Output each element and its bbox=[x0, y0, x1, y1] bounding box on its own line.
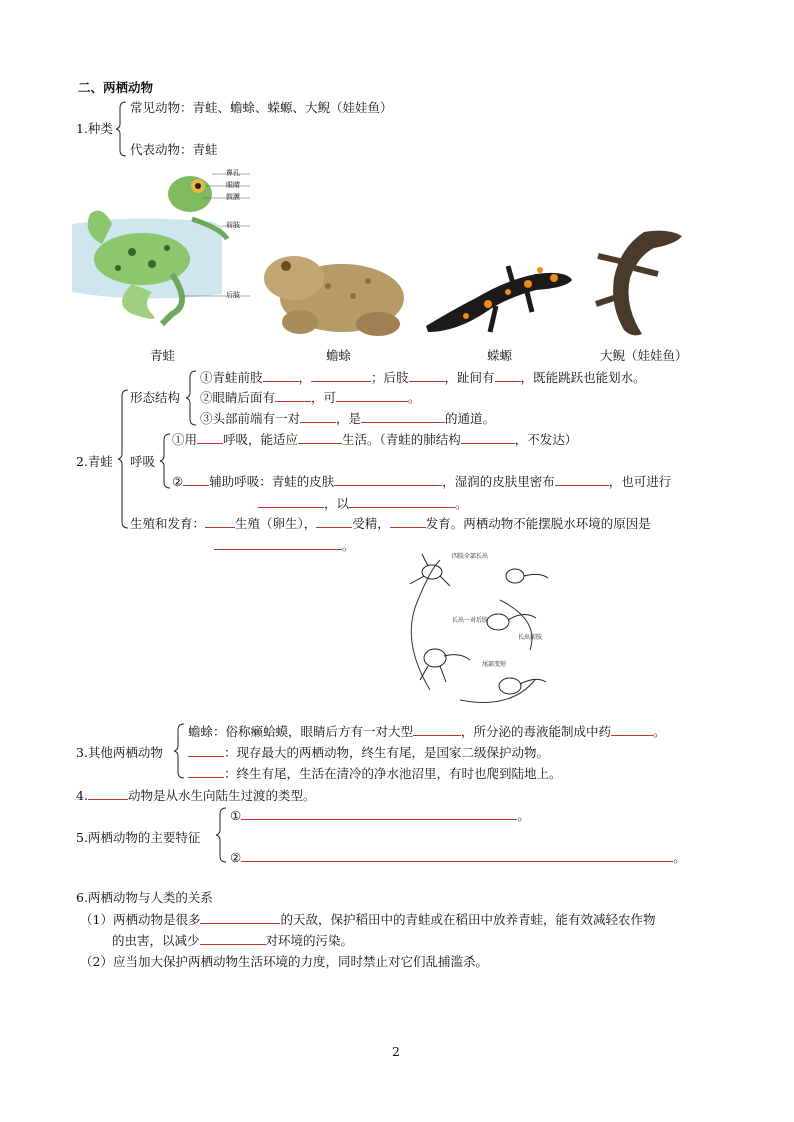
morph-line-3: ③头部前端有一对 ，是 的通道。 bbox=[200, 411, 496, 426]
caption-salamander: 蝾螈 bbox=[487, 348, 513, 363]
resp-line-1: ①用 呼吸，能适应 生活。（青蛙的肺结构 ，不发达） bbox=[172, 432, 578, 447]
s3-newt: ：终生有尾，生活在清冷的净水池沼里，有时也爬到陆地上。 bbox=[188, 766, 562, 781]
s5-b: ② 。 bbox=[230, 850, 686, 865]
page-number: 2 bbox=[392, 1044, 400, 1059]
s3-giant: ：现存最大的两栖动物，终生有尾，是国家二级保护动物。 bbox=[188, 745, 549, 760]
frog-diagram bbox=[72, 164, 252, 344]
morph-line-1: ①青蛙前肢 ， ；后肢 ，趾间有 ，既能跳跃也能划水。 bbox=[200, 370, 646, 385]
morph-brace bbox=[186, 369, 198, 427]
s6-p1-line1: （1）两栖动物是很多 的天敌，保护稻田中的青蛙或在稻田中放养青蛙，能有效减轻农作物 bbox=[80, 912, 656, 927]
frog-label-forelimb: 前肢 bbox=[226, 221, 240, 229]
frog-label-eardrum: 鼓膜 bbox=[226, 193, 240, 201]
repro-line-2: 。 bbox=[214, 538, 355, 553]
life-cycle-diagram bbox=[400, 540, 550, 712]
s6-p1-line2: 的虫害，以减少 对环境的污染。 bbox=[112, 933, 354, 948]
resp-line-2: ② 辅助呼吸：青蛙的皮肤 ，湿润的皮肤里密布 ，也可进行 bbox=[172, 474, 672, 489]
life-label-4: 尾部变短 bbox=[482, 661, 507, 668]
giant-salamander-photo bbox=[584, 222, 692, 344]
s6-title: 6.两栖动物与人类的关系 bbox=[76, 890, 213, 905]
life-label-1: 四肢全部长出 bbox=[452, 553, 489, 560]
s6-p2: （2）应当加大保护两栖动物生活环境的力度，同时禁止对它们乱捕滥杀。 bbox=[80, 954, 488, 969]
salamander-photo bbox=[416, 236, 578, 344]
caption-giant-salamander: 大鲵（娃娃鱼） bbox=[600, 348, 688, 363]
frog-label-eye: 眼睛 bbox=[226, 181, 240, 189]
life-label-3: 长出前肢 bbox=[518, 634, 543, 641]
life-label-2: 长出一对后肢 bbox=[452, 617, 489, 624]
s5-a: ① 。 bbox=[230, 808, 530, 823]
toad-photo bbox=[258, 236, 410, 344]
s5-brace bbox=[216, 806, 228, 864]
s1-brace bbox=[116, 100, 128, 158]
s1-rep: 代表动物：青蛙 bbox=[130, 142, 218, 157]
resp-label: 呼吸 bbox=[130, 454, 156, 469]
resp-brace bbox=[160, 432, 172, 490]
s2-brace bbox=[118, 388, 130, 530]
caption-toad: 蟾蜍 bbox=[326, 348, 352, 363]
morph-label: 形态结构 bbox=[130, 390, 181, 405]
morph-line-2: ②眼睛后面有 ，可 。 bbox=[200, 390, 421, 405]
s5-label: 5.两栖动物的主要特征 bbox=[76, 830, 201, 845]
s2-label: 2.青蛙 bbox=[76, 454, 113, 469]
caption-frog: 青蛙 bbox=[150, 348, 176, 363]
section-title: 二、两栖动物 bbox=[78, 80, 154, 95]
repro-line-1: 生殖和发育： 生殖（卵生）， 受精， 发育。两栖动物不能摆脱水环境的原因是 bbox=[130, 516, 651, 531]
resp-line-3: ，以 。 bbox=[258, 496, 468, 511]
s4-line: 4. 动物是从水生向陆生过渡的类型。 bbox=[76, 788, 316, 803]
s3-label: 3.其他两栖动物 bbox=[76, 745, 163, 760]
frog-label-nostril: 鼻孔 bbox=[226, 169, 240, 177]
s1-common: 常见动物：青蛙、蟾蜍、蝾螈、大鲵（娃娃鱼） bbox=[130, 100, 393, 115]
s3-toad: 蟾蜍：俗称癞蛤蟆，眼睛后方有一对大型 ，所分泌的毒液能制成中药 。 bbox=[188, 724, 666, 739]
s1-label: 1.种类 bbox=[76, 121, 113, 136]
s3-brace bbox=[174, 722, 186, 780]
frog-label-hindlimb: 后肢 bbox=[226, 291, 240, 299]
